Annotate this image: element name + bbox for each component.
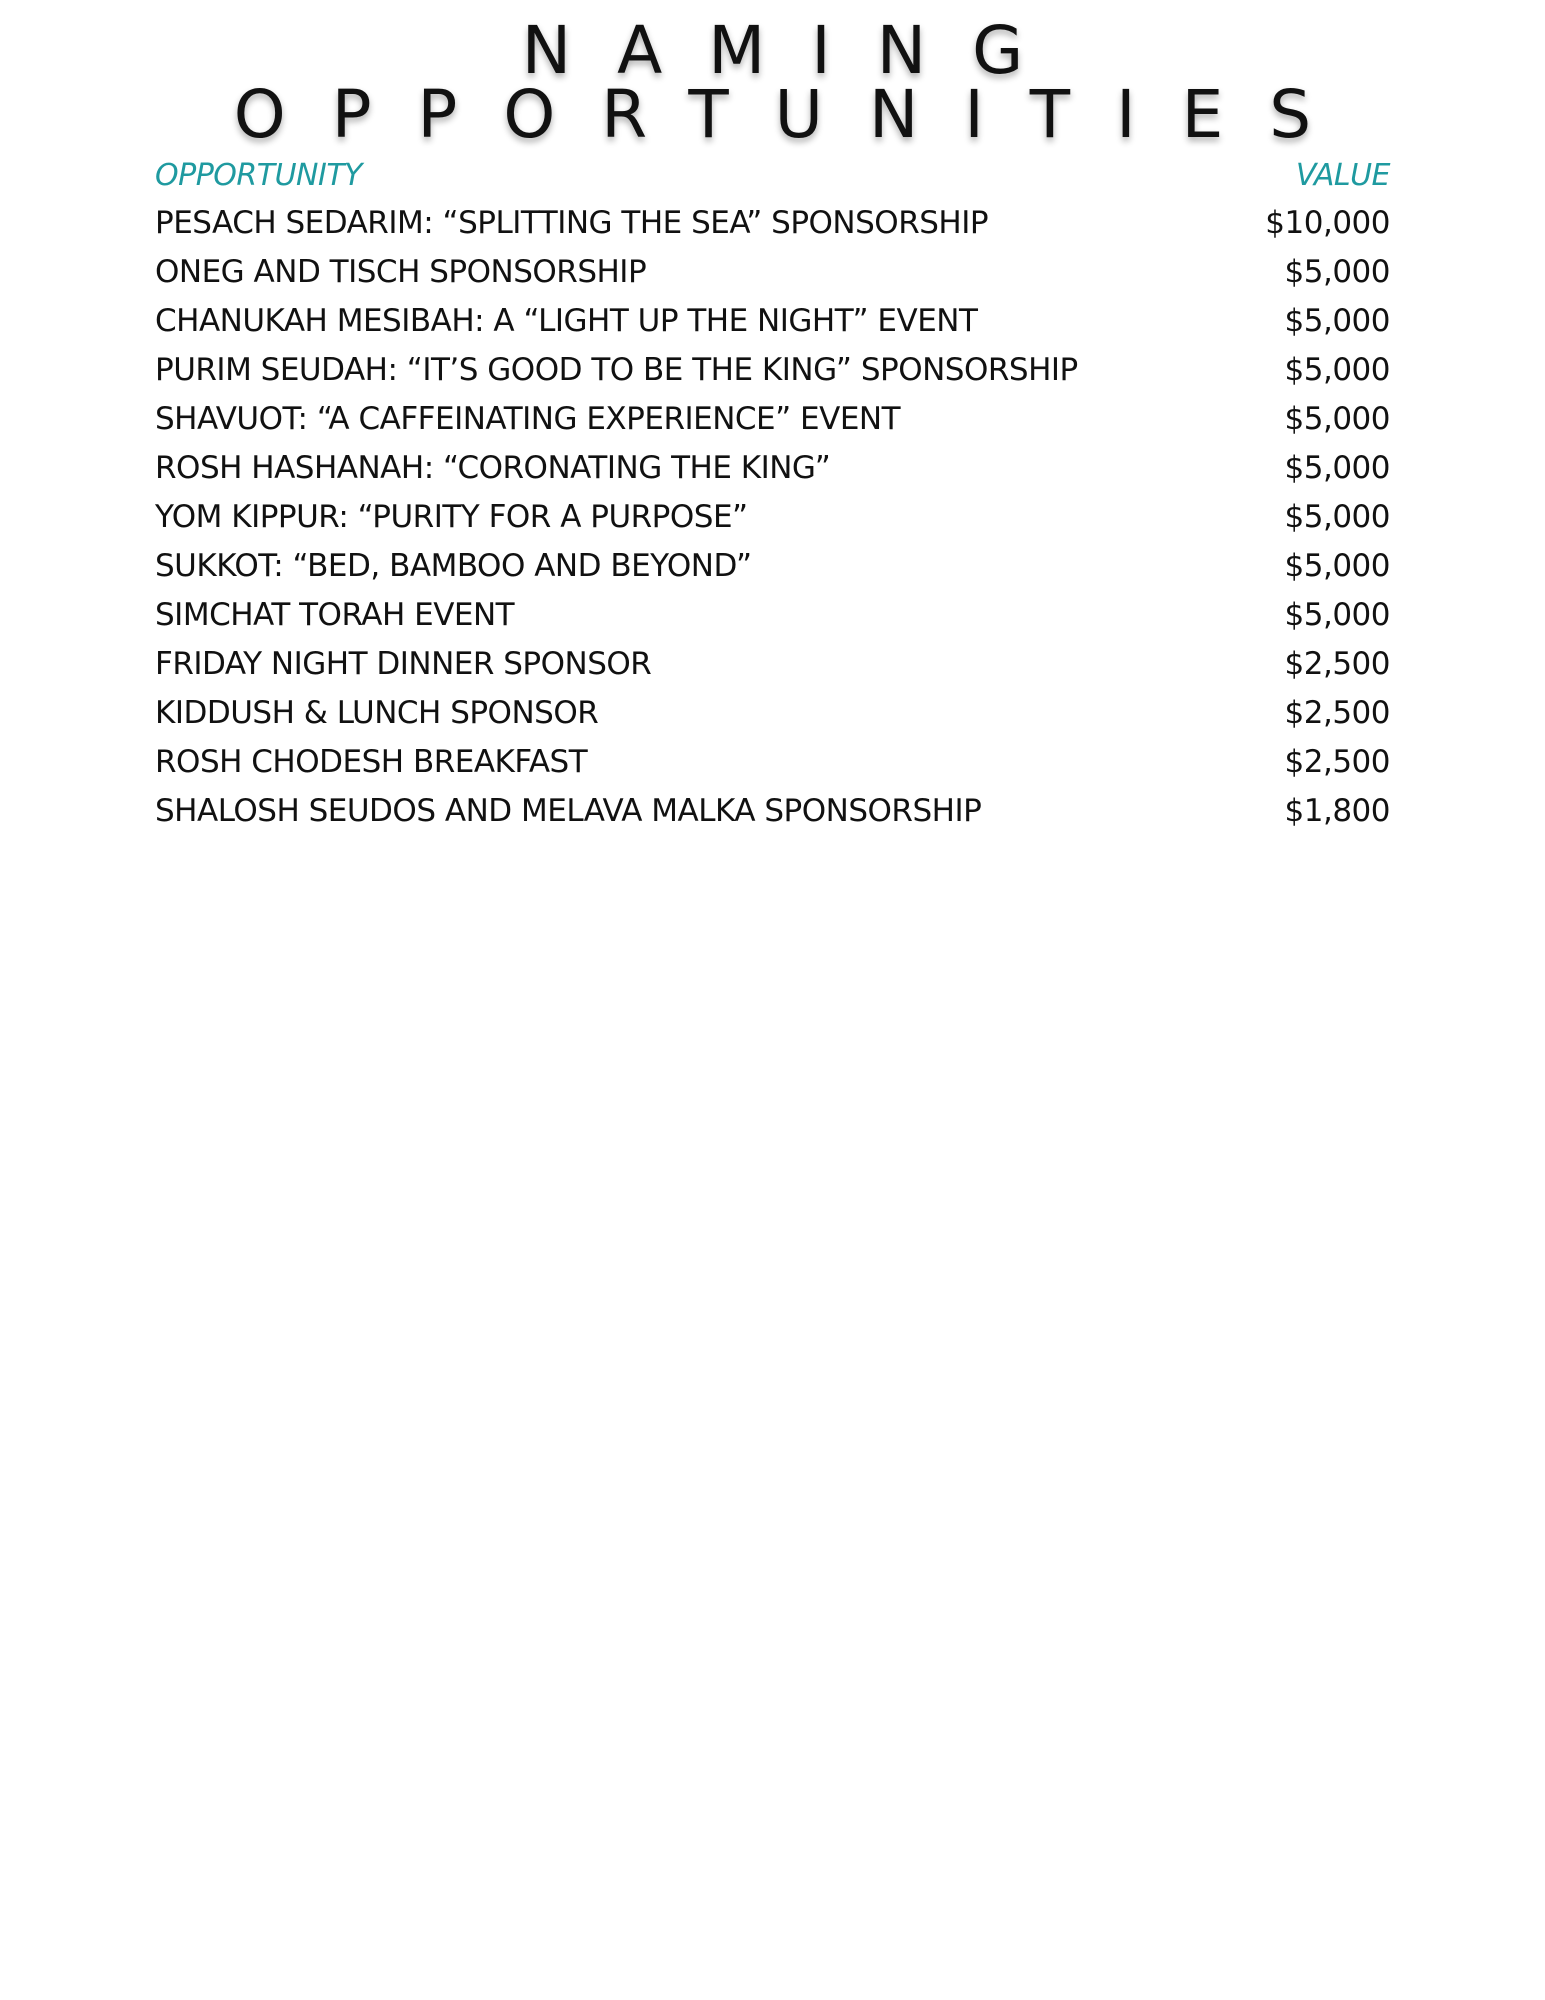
title-line-1: NAMING	[521, 12, 1070, 89]
opportunity-cell: FRIDAY NIGHT DINNER SPONSOR	[155, 645, 652, 682]
page-title	[0, 8, 1545, 153]
table-row	[155, 247, 1390, 296]
opportunity-cell: KIDDUSH & LUNCH SPONSOR	[155, 694, 599, 731]
value-cell: $5,000	[1284, 400, 1390, 437]
opportunity-cell: SHAVUOT: “A CAFFEINATING EXPERIENCE” EVENT	[155, 400, 901, 437]
opportunity-cell: SIMCHAT TORAH EVENT	[155, 596, 515, 633]
table-row	[155, 786, 1390, 835]
value-cell: $5,000	[1284, 449, 1390, 486]
value-cell: $5,000	[1284, 596, 1390, 633]
opportunity-cell: ROSH HASHANAH: “CORONATING THE KING”	[155, 449, 831, 486]
table-row	[155, 198, 1390, 247]
value-cell: $2,500	[1284, 694, 1390, 731]
value-cell: $5,000	[1284, 351, 1390, 388]
opportunities-table	[155, 152, 1390, 835]
opportunity-cell: YOM KIPPUR: “PURITY FOR A PURPOSE”	[155, 498, 748, 535]
value-cell: $10,000	[1265, 204, 1390, 241]
opportunity-cell: ROSH CHODESH BREAKFAST	[155, 743, 588, 780]
table-row	[155, 590, 1390, 639]
column-header-value: VALUE	[1295, 157, 1390, 193]
value-cell: $2,500	[1284, 743, 1390, 780]
value-cell: $1,800	[1284, 792, 1390, 829]
title-line-2: OPPORTUNITIES	[233, 76, 1358, 153]
value-cell: $5,000	[1284, 302, 1390, 339]
value-cell: $5,000	[1284, 498, 1390, 535]
opportunity-cell: PURIM SEUDAH: “IT’S GOOD TO BE THE KING” SPONSORSHIP	[155, 351, 1078, 388]
column-header-opportunity: OPPORTUNITY	[155, 157, 362, 193]
table-row	[155, 639, 1390, 688]
table-row	[155, 688, 1390, 737]
value-cell: $5,000	[1284, 253, 1390, 290]
table-header-row	[155, 152, 1390, 198]
table-row	[155, 296, 1390, 345]
value-cell: $2,500	[1284, 645, 1390, 682]
opportunity-cell: SHALOSH SEUDOS AND MELAVA MALKA SPONSORSHIP	[155, 792, 982, 829]
table-row	[155, 737, 1390, 786]
table-row	[155, 394, 1390, 443]
opportunity-cell: SUKKOT: “BED, BAMBOO AND BEYOND”	[155, 547, 752, 584]
table-row	[155, 443, 1390, 492]
value-cell: $5,000	[1284, 547, 1390, 584]
opportunity-cell: ONEG AND TISCH SPONSORSHIP	[155, 253, 647, 290]
table-row	[155, 345, 1390, 394]
opportunity-cell: CHANUKAH MESIBAH: A “LIGHT UP THE NIGHT” EVENT	[155, 302, 978, 339]
table-row	[155, 492, 1390, 541]
opportunity-cell: PESACH SEDARIM: “SPLITTING THE SEA” SPONSORSHIP	[155, 204, 989, 241]
table-row	[155, 541, 1390, 590]
